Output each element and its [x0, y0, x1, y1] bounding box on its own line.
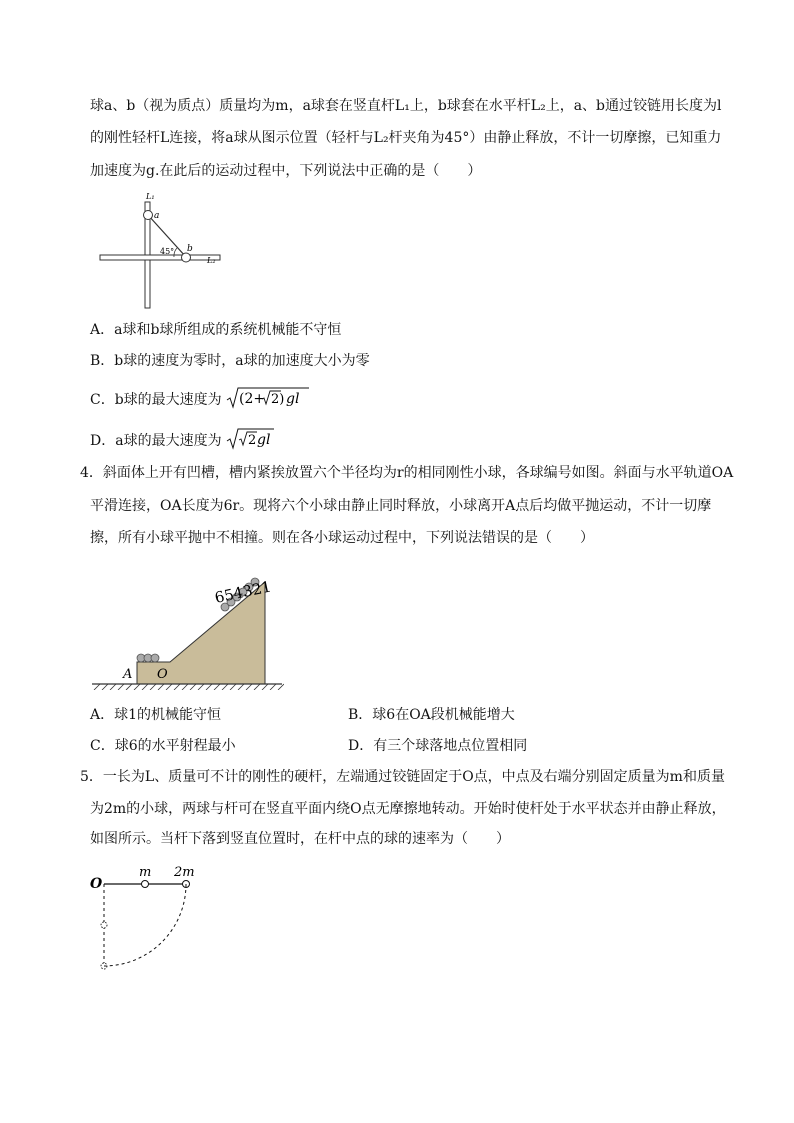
q3-option-c-text: C．b球的最大速度为	[90, 392, 222, 408]
label-angle: 45°	[160, 247, 175, 256]
q3-stem-line-2: 的刚性轻杆L连接，将a球从图示位置（轻杆与L₂杆夹角为45°）由静止释放，不计一切摩擦，已知重力	[90, 130, 722, 146]
svg-text:gl: gl	[257, 432, 271, 448]
q3-option-d-formula	[226, 427, 276, 451]
ground-hatching	[94, 684, 284, 690]
q4-option-d: D．有三个球落地点位置相同	[348, 738, 528, 754]
q4-stem-line-2: 平滑连接，OA长度为6r。现将六个小球由静止同时释放，小球离开A点后均做平抛运动，不计一切摩	[90, 498, 712, 514]
swing-arc	[104, 884, 186, 966]
q4-option-a: A．球1的机械能守恒	[90, 707, 222, 723]
q3-stem-line-3: 加速度为g.在此后的运动过程中，下列说法中正确的是（ ）	[90, 163, 482, 179]
ball-numbers: 654321	[213, 577, 273, 607]
ball-a	[144, 211, 153, 220]
q5-stem-line-3: 如图所示。当杆下落到竖直位置时，在杆中点的球的速率为（ ）	[90, 831, 510, 847]
label-L1: L₁	[146, 192, 155, 201]
q3-option-d-text: D．a球的最大速度为	[90, 433, 222, 449]
label-O: O	[157, 667, 168, 682]
svg-text:2: 2	[248, 433, 257, 448]
q5-stem-line-2: 为2m的小球，两球与杆可在竖直平面内绕O点无摩擦地转动。开始时使杆处于水平状态并由静止释放，	[90, 801, 726, 817]
q5-figure-rod	[88, 860, 208, 975]
q3-option-b: B．b球的速度为零时，a球的加速度大小为零	[90, 353, 370, 369]
q4-stem-line-1: 4．斜面体上开有凹槽，槽内紧挨放置六个半径均为r的相同刚性小球，各球编号如图。斜面与水平轨道OA	[80, 465, 734, 481]
q4-figure-slope	[90, 560, 284, 690]
label-a: a	[154, 211, 160, 221]
ball-m	[142, 881, 149, 888]
label-2m: 2m	[174, 865, 195, 880]
q3-option-c	[90, 386, 310, 410]
q3-stem-line-1: 球a、b（视为质点）质量均为m，a球套在竖直杆L₁上，b球套在水平杆L₂上，a、b通过铰链用长度为l	[90, 98, 722, 114]
q4-option-c: C．球6的水平射程最小	[90, 738, 236, 754]
svg-text:2): 2)	[271, 392, 285, 407]
q3-option-c-formula	[226, 386, 310, 410]
label-b: b	[187, 244, 193, 254]
q4-stem-line-3: 擦，所有小球平抛中不相撞。则在各小球运动过程中，下列说法错误的是（ ）	[90, 530, 594, 546]
label-L2: L₂	[207, 256, 216, 265]
q4-option-b: B．球6在OA段机械能增大	[348, 707, 515, 723]
label-A: A	[123, 667, 133, 682]
ball-b	[182, 253, 191, 262]
q3-option-d	[90, 427, 276, 451]
svg-text:gl: gl	[286, 391, 300, 407]
label-m: m	[139, 865, 152, 880]
ball-m-final	[101, 922, 107, 928]
svg-text:(2+: (2+	[239, 391, 266, 407]
q5-stem-line-1: 5．一长为L、质量可不计的刚性的硬杆，左端通过铰链固定于O点，中点及右端分别固定质量为m和质量	[80, 769, 725, 785]
label-O: O	[90, 876, 103, 892]
q3-option-a: A．a球和b球所组成的系统机械能不守恒	[90, 322, 342, 338]
q3-figure-rods	[96, 192, 226, 310]
balls-on-track	[137, 654, 159, 662]
